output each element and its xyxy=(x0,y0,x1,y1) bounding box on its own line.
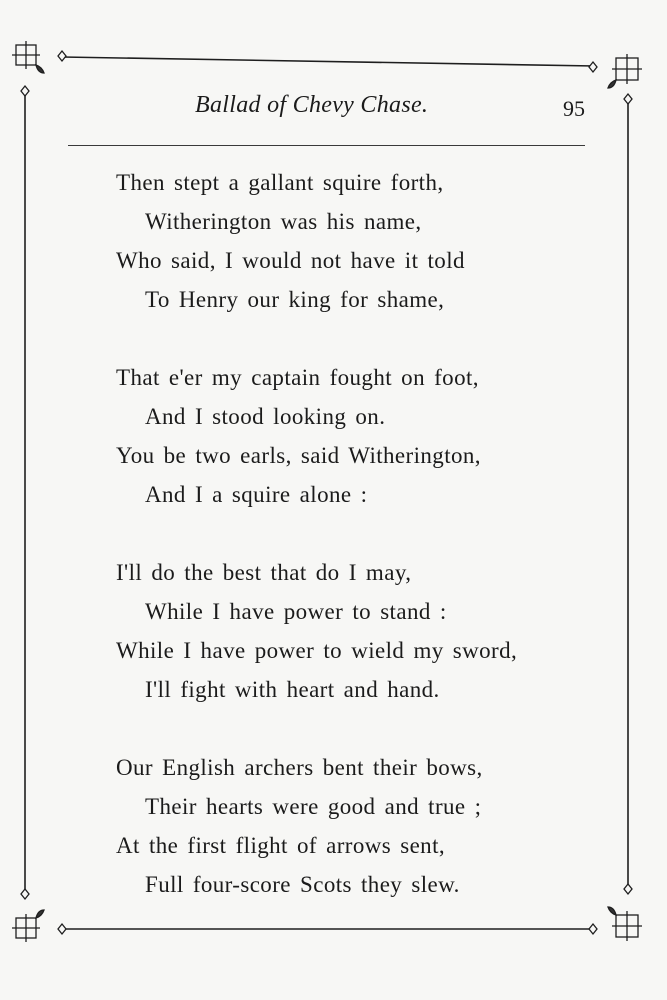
poem-line: Full four-score Scots they slew. xyxy=(145,872,460,897)
poem-line: Then stept a gallant squire forth, xyxy=(116,170,444,195)
page-number: 95 xyxy=(563,96,585,121)
poem-line: Who said, I would not have it told xyxy=(116,248,465,273)
poem-line: That e'er my captain fought on foot, xyxy=(116,365,479,390)
poem-line: Their hearts were good and true ; xyxy=(145,794,482,819)
poem-text xyxy=(116,163,586,943)
stanza xyxy=(116,553,586,709)
poem-line: Witherington was his name, xyxy=(145,209,422,234)
poem-line: While I have power to wield my sword, xyxy=(116,638,518,663)
poem-line: And I a squire alone : xyxy=(145,482,368,507)
poem-line: And I stood looking on. xyxy=(145,404,386,429)
poem-line: While I have power to stand : xyxy=(145,599,447,624)
stanza xyxy=(116,163,586,319)
poem-line: Our English archers bent their bows, xyxy=(116,755,483,780)
corner-ornament-icon xyxy=(589,54,642,104)
poem-line: At the first flight of arrows sent, xyxy=(116,833,446,858)
running-title: Ballad of Chevy Chase. xyxy=(195,92,429,118)
poem-line: I'll fight with heart and hand. xyxy=(145,677,440,702)
stanza xyxy=(116,748,586,904)
poem-line: You be two earls, said Witherington, xyxy=(116,443,481,468)
stanza xyxy=(116,358,586,514)
running-head xyxy=(70,92,585,132)
poem-line: To Henry our king for shame, xyxy=(145,287,445,312)
header-rule xyxy=(68,145,585,146)
corner-ornament-icon xyxy=(589,884,642,941)
poem-line: I'll do the best that do I may, xyxy=(116,560,412,585)
corner-ornament-icon xyxy=(12,41,66,96)
corner-ornament-icon xyxy=(12,889,66,942)
